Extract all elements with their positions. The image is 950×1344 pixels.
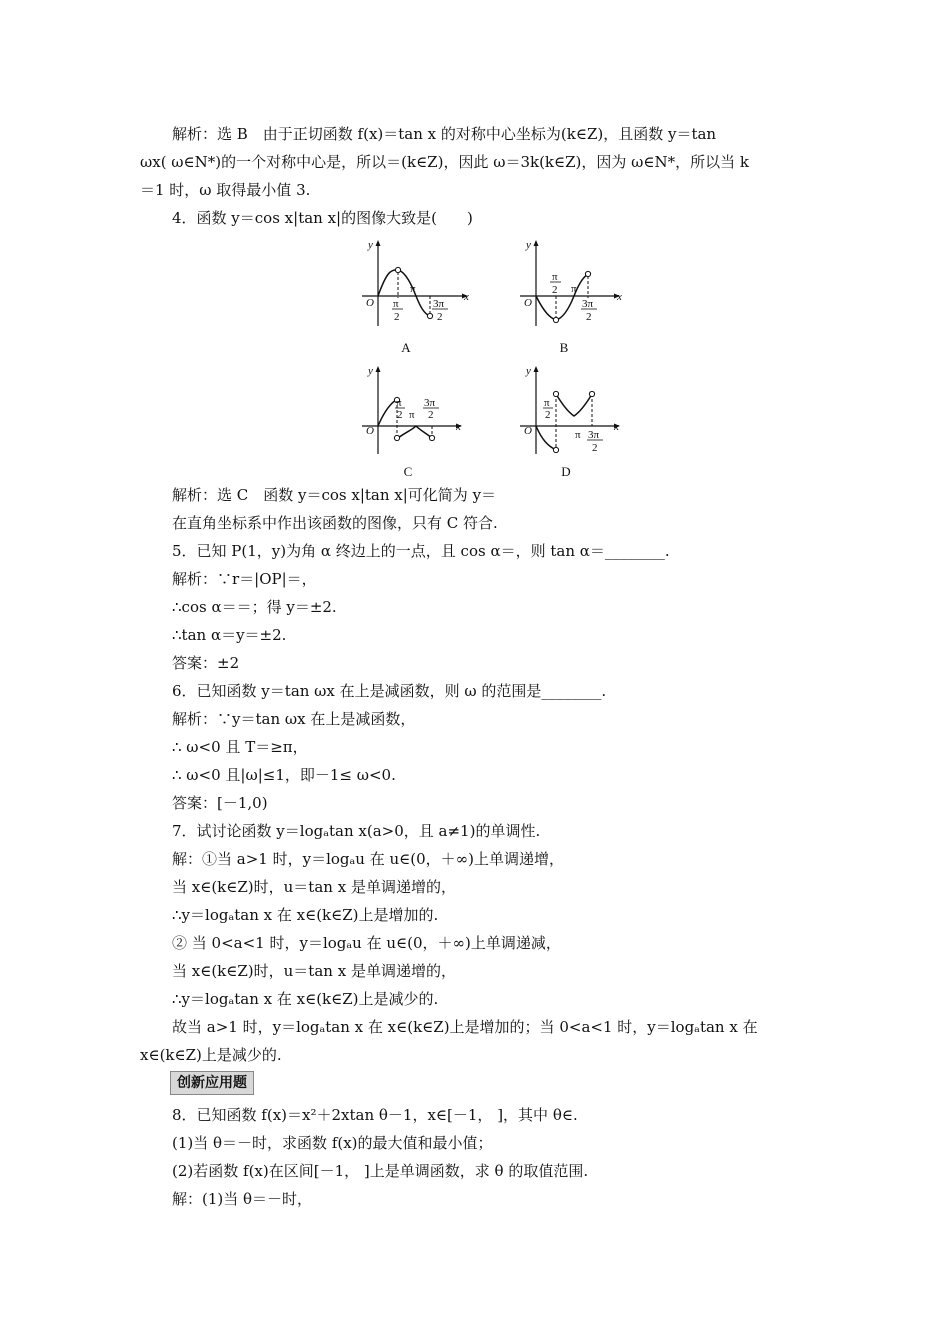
svg-text:2: 2 — [552, 284, 558, 296]
text-line: 故当 a>1 时，y＝logₐtan x 在 x∈(k∈Z)上是增加的；当 0<a<1 时，y＝logₐtan x 在 — [172, 1018, 758, 1036]
svg-text:π: π — [544, 397, 550, 409]
svg-text:3π: 3π — [588, 429, 600, 441]
text-line: 解析：选 C 函数 y＝cos x|tan x|可化简为 y＝ — [172, 486, 497, 504]
question-4: 4．函数 y＝cos x|tan x|的图像大致是( ) — [172, 209, 473, 227]
text-line: ∴y＝logₐtan x 在 x∈(k∈Z)上是增加的. — [172, 906, 439, 924]
graph-label-d: D — [561, 464, 571, 479]
question-8: 8．已知函数 f(x)＝x²＋2xtan θ－1，x∈[－1， ]，其中 θ∈. — [172, 1106, 578, 1124]
text-line: ∴ ω<0 且|ω|≤1，即－1≤ ω<0. — [172, 766, 396, 784]
answer: 答案：±2 — [172, 654, 240, 672]
question-5: 5．已知 P(1，y)为角 α 终边上的一点，且 cos α＝，则 tan α＝________. — [172, 542, 670, 560]
svg-text:O: O — [366, 425, 374, 437]
svg-text:y: y — [368, 239, 373, 251]
svg-text:π: π — [571, 283, 577, 295]
svg-text:x: x — [614, 421, 619, 433]
answer: 答案：[－1,0) — [172, 794, 268, 812]
svg-text:2: 2 — [397, 409, 403, 421]
svg-text:3π: 3π — [433, 298, 445, 310]
text-line: x∈(k∈Z)上是减少的. — [140, 1046, 282, 1064]
text-line: 解析：选 B 由于正切函数 f(x)＝tan x 的对称中心坐标为(k∈Z)，且函数 y＝tan — [172, 125, 717, 143]
text-line: ② 当 0<a<1 时，y＝logₐu 在 u∈(0，＋∞)上单调递减， — [172, 934, 561, 952]
svg-text:x: x — [456, 421, 461, 433]
text-line: 当 x∈(k∈Z)时，u＝tan x 是单调递增的， — [172, 878, 456, 896]
text-line: 解：①当 a>1 时，y＝logₐu 在 u∈(0，＋∞)上单调递增， — [172, 850, 564, 868]
text-line: ωx( ω∈N*)的一个对称中心是，所以＝(k∈Z)，因此 ω＝3k(k∈Z)，因为 ω∈N*，所以当 k — [140, 153, 749, 171]
question-6: 6．已知函数 y＝tan ωx 在上是减函数，则 ω 的范围是________. — [172, 682, 607, 700]
text-line: ＝1 时，ω 取得最小值 3. — [140, 181, 311, 199]
question-7: 7．试讨论函数 y＝logₐtan x(a>0，且 a≠1)的单调性. — [172, 822, 541, 840]
svg-text:π: π — [410, 283, 416, 295]
svg-text:2: 2 — [592, 442, 598, 454]
svg-text:π: π — [409, 409, 415, 421]
graph-a — [360, 236, 480, 355]
text-line: ∴y＝logₐtan x 在 x∈(k∈Z)上是减少的. — [172, 990, 439, 1008]
svg-text:π: π — [552, 271, 558, 283]
svg-text:2: 2 — [586, 311, 592, 323]
text-line: (2)若函数 f(x)在区间[－1， ]上是单调函数，求 θ 的取值范围. — [172, 1162, 589, 1180]
svg-text:2: 2 — [545, 409, 551, 421]
text-line: 解：(1)当 θ＝－时， — [172, 1190, 313, 1208]
graph-label-c: C — [403, 464, 413, 479]
graph-d — [518, 364, 638, 479]
svg-text:2: 2 — [428, 409, 434, 421]
svg-text:3π: 3π — [424, 397, 436, 409]
svg-text:x: x — [617, 291, 622, 303]
svg-text:y: y — [526, 365, 531, 377]
svg-text:π: π — [575, 429, 581, 441]
section-badge: 创新应用题 — [170, 1071, 254, 1095]
text-line: ∴ ω<0 且 T＝≥π， — [172, 738, 308, 756]
graph-label-a: A — [401, 340, 411, 355]
text-line: 当 x∈(k∈Z)时，u＝tan x 是单调递增的， — [172, 962, 456, 980]
svg-text:O: O — [524, 425, 532, 437]
svg-text:y: y — [526, 239, 531, 251]
text-line: 在直角坐标系中作出该函数的图像，只有 C 符合. — [172, 514, 498, 532]
svg-text:π: π — [393, 298, 399, 310]
svg-text:2: 2 — [437, 311, 443, 323]
svg-text:π: π — [396, 397, 402, 409]
svg-text:y: y — [368, 365, 373, 377]
text-line: 解析：∵r＝|OP|＝， — [172, 570, 317, 588]
text-line: ∴cos α＝＝；得 y＝±2. — [172, 598, 337, 616]
text-line: (1)当 θ＝－时，求函数 f(x)的最大值和最小值； — [172, 1134, 493, 1152]
text-line: ∴tan α＝y＝±2. — [172, 626, 287, 644]
text-line: 解析：∵y＝tan ωx 在上是减函数， — [172, 710, 416, 728]
svg-text:3π: 3π — [582, 298, 594, 310]
svg-text:O: O — [366, 297, 374, 309]
svg-text:O: O — [524, 297, 532, 309]
svg-text:x: x — [464, 291, 469, 303]
graph-b — [518, 236, 638, 355]
svg-text:2: 2 — [394, 311, 400, 323]
graph-c — [360, 364, 480, 479]
graph-label-b: B — [559, 340, 569, 355]
